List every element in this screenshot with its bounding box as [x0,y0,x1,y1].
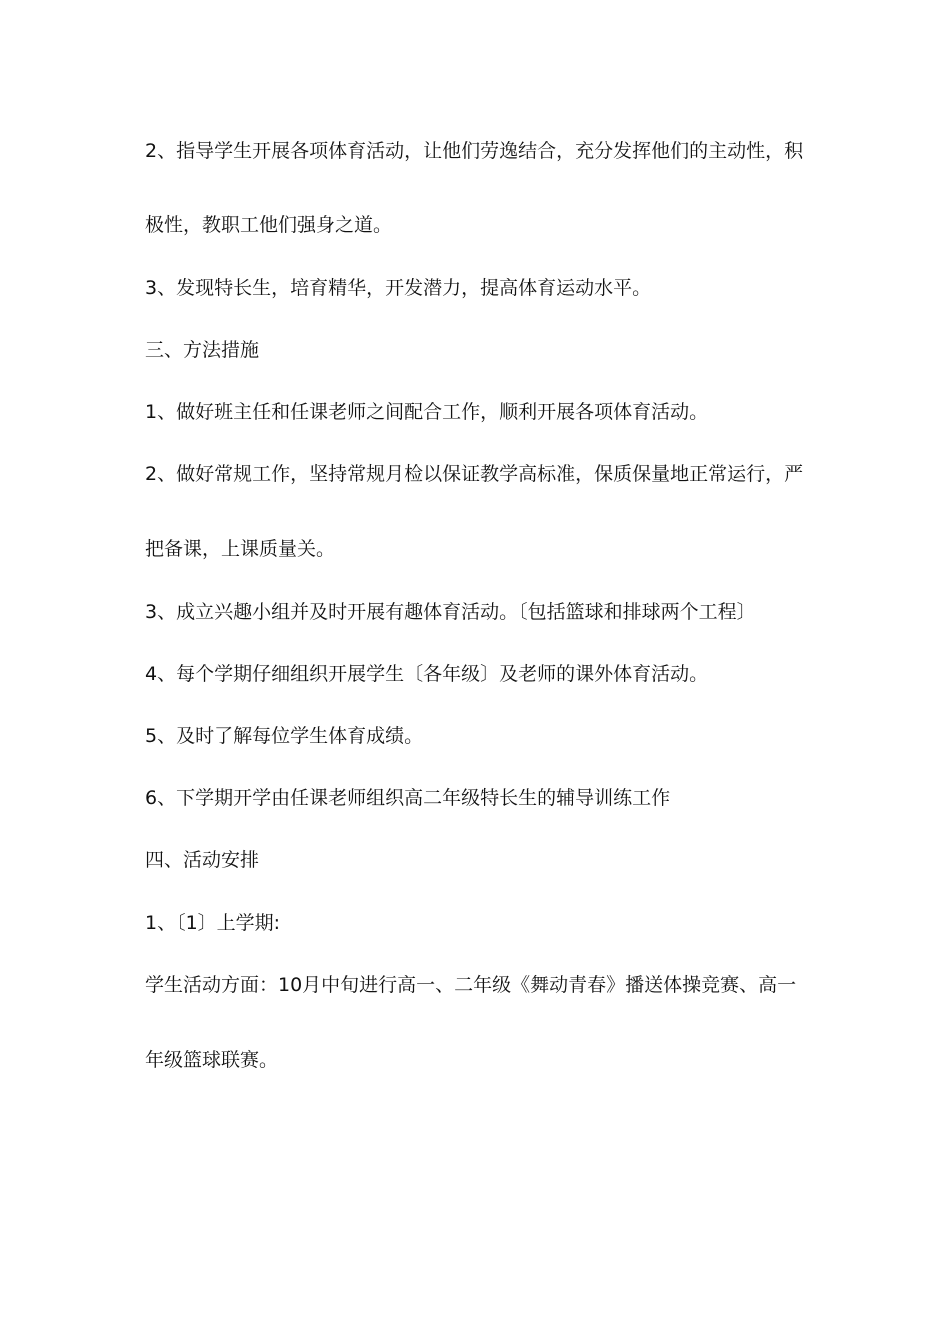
paragraph-line: 学生活动方面：10月中旬进行高一、二年级《舞动青春》播送体操竞赛、高一 [145,974,797,996]
paragraph-line: 年级篮球联赛。 [145,1049,279,1071]
paragraph-line: 把备课，上课质量关。 [145,538,336,560]
paragraph-line: 3、发现特长生，培育精华，开发潜力，提高体育运动水平。 [145,277,652,299]
paragraph-line: 2、指导学生开展各项体育活动，让他们劳逸结合，充分发挥他们的主动性，积 [145,140,804,162]
paragraph-line: 2、做好常规工作，坚持常规月检以保证教学高标准，保质保量地正常运行，严 [145,463,804,485]
paragraph-line: 3、成立兴趣小组并及时开展有趣体育活动。〔包括篮球和排球两个工程〕 [145,601,756,623]
paragraph-line: 6、下学期开学由任课老师组织高二年级特长生的辅导训练工作 [145,787,671,809]
paragraph-line: 极性，教职工他们强身之道。 [145,214,393,236]
paragraph-line: 4、每个学期仔细组织开展学生〔各年级〕及老师的课外体育活动。 [145,663,709,685]
paragraph-line: 1、做好班主任和任课老师之间配合工作，顺利开展各项体育活动。 [145,401,709,423]
section-heading: 三、方法措施 [145,339,260,361]
paragraph-line: 1、〔1〕上学期: [145,912,281,934]
section-heading: 四、活动安排 [145,849,260,871]
paragraph-line: 5、及时了解每位学生体育成绩。 [145,725,424,747]
